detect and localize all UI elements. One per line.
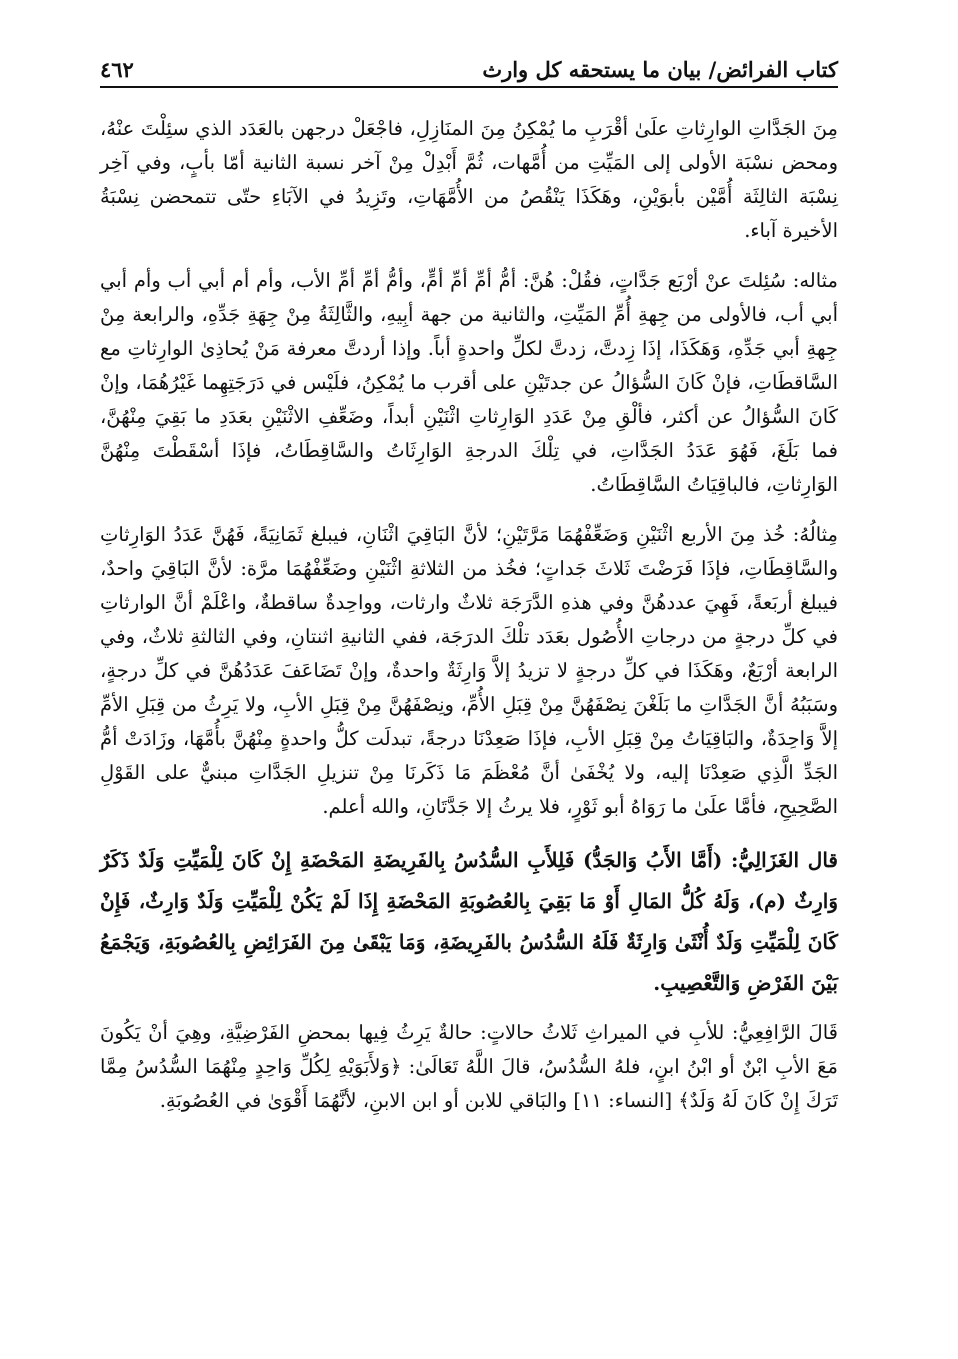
running-title: كتاب الفرائض/ بيان ما يستحقه كل وارث	[482, 57, 838, 82]
paragraph-rafii-commentary: قَالَ الرَّافِعِيُّ: للأبِ في الميراثِ ثَلاثُ حالاتٍ: حالةٌ يَرِثُ فِيها بمحضِ الفَرْضِيَّةِ، وهِيَ أنْ يَكُونَ مَعَ الأبِ ابْنٌ أو ابْنُ ابنٍ، فلهُ السُّدُسُ، قالَ اللَّهُ تَعَالَىٰ: ﴿وَلأَبَوَيْهِ لِكُلِّ وَاحِدٍ مِنْهُمَا السُّدُسُ مِمَّا تَرَكَ إِنْ كَانَ لَهُ وَلَدٌ﴾ [النساء: ١١] والبَاقي للابن أو ابن الابنِ، لأنَّهُمَا أَقْوَىٰ في العُصُوبَةِ.	[100, 1021, 838, 1112]
paragraph-grandmothers-degrees: مِنَ الجَدَّاتِ الوارِثاتِ علَىٰ أقْرَبِ ما يُمْكِنُ مِنَ المنَازِلِ، فاجْعَلْ درجهن بالعَدَد الذي سئِلْتَ عنْهُ، ومحض نسْبَة الأولى إلى المَيِّتِ من أُمَّهات، ثُمَّ أَبْدِلْ مِنْ آخر نسبة الثانية أمّا بأبٍ، وفي آخِر نِسْبَة الثالِثَة أُمَّيْن بأبوَيْنِ، وهَكَذَا يَنْقُصُ من الأُمَّهَاتِ، وتَزِيدُ في الآبَاءِ حتّى تتمحضن نِسْبَةُ الأخيرة آباء.	[100, 117, 838, 242]
book-page	[100, 48, 838, 1338]
page-number: ٤٦٢	[100, 57, 134, 82]
page-header	[100, 48, 838, 88]
paragraph-second-example: مِثالُهُ: خُذ مِنَ الأربع اثْنَيْنِ وَضَعِّفْهُمَا مَرَّتَيْنِ؛ لأنَّ البَاقِيَ اثْنَانِ، فيبلغ ثَمَانِيَةً، فَهُنَّ عَدَدُ الوَارِثاتِ والسَّاقِطَاتِ، فإذَا فَرَضْتَ ثَلاثَ جَداتٍ؛ فخُذ من الثلاثةِ اثْنَيْنِ وضَعِّفْهُمَا مرَّة: لأنَّ البَاقِيَ واحدٌ، فيبلغ أربَعةً، فَهِيَ عددهُنَّ وفي هذهِ الدَّرَجَة ثلاثٌ وارثات، وواحِدةٌ ساقطةٌ، واعْلَمْ أنَّ الوارثاتِ في كلِّ درجةٍ من درجاتِ الأُصُول بعَدَد تلْكَ الدرَجَة، ففي الثانيةِ اثنتانِ، وفي الثالثةِ ثلاثٌ، وفي الرابعة أرْبَعٌ، وهَكَذَا في كلِّ درجةٍ لا تزيدُ إلاَّ وَارِثَةٌ واحدةٌ، وإنْ تَضَاعَفَ عَدَدُهُنَّ في كلِّ درجةٍ، وسَبَبُهُ أنَّ الجَدَّاتِ ما بَلَغْنَ نِصْفَهُنَّ مِنْ قِبَلِ الأُمِّ، ونِصْفَهُنَّ مِنْ قِبَلِ الأبِ، ولا يَرِثُ من قِبَلِ الأمِّ إلاَّ وَاحِدَةٌ، والبَاقِيَاتُ مِنْ قِبَلِ الأبِ، فإذَا صَعِدْنَا درجةً، تبدلَت كلُّ واحدةٍ مِنْهُنَّ بأُمَّهَا، وزَادَتْ أمُّ الجَدِّ الَّذِي صَعِدْنَا إليه، ولا يُخْفَىٰ أنَّ مُعْظَمَ مَا ذَكَرنَا مِنْ تنزيلِ الجَدَّاتِ مبنيٌّ على القَوْلِ الصَّحِيحِ، فأمَّا علَىٰ ما رَوَاهُ أبو ثَوْرٍ، فلا يرثُ إلا جَدَّتَانِ، والله أعلم.	[100, 523, 838, 818]
paragraph-example-four-grandmothers: مثاله: سُئِلتَ عنْ أرْبَع جَدَّاتٍ، فقُلْ: هُنَّ: أمُّ أمِّ أمِّ أمٍّ، وأمُّ أمِّ أمِّ الأب، وأم أم أبي أب وأم أبي أبي أب، فالأولى من جِهةِ أُمِّ المَيِّتِ، والثانية من جهة أبِيهِ، والثَّالِثَةُ مِنْ جِهَةِ جَدِّهِ، والرابعة مِنْ جِهةِ أبي جَدِّهِ، وَهَكَذَا، إذَا زِدتَّ، زدتَّ لكلِّ واحدةٍ أباً. وإذا أردتَّ معرفة مَنْ يُحاذِىٰ الوارِثاتِ مع السَّاقطَاتِ، فإنْ كَانَ السُّؤالُ عن جدتَيْنِ على أقرب ما يُمْكِنُ، فلَيْس في دَرَجَتِهِما غَيْرُهُمَا، وإنْ كَانَ السُّؤالُ عن أكثر، فألْقِ مِنْ عَدَدِ الوَارِثاتِ اثْنَيْنِ أبداً، وضَعِّفِ الاثْنَيْنِ بعَدَدِ ما بَقِيَ مِنْهُنَّ، فما بَلَغَ، فَهُوَ عَدَدُ الجَدَّاتِ، في تِلْكَ الدرجةِ الوَارِثَاتُ والسَّاقِطَاتُ، فإذَا أسْقَطْتَ مِنْهُنَّ الوَارِثاتِ، فالباقِيَاتُ السَّاقِطَاتُ.	[100, 269, 838, 496]
paragraph-ghazali-text: قال الغَزَالِيُّ: (أَمَّا الأَبُ وَالجَدُّ) فَلِلأَبِ السُّدُسُ بِالفَرِيضَةِ المَحْضَةِ إِنْ كَانَ لِلْمَيِّتِ وَلَدٌ ذَكَرٌ وَارِثٌ (م)، وَلَهُ كُلُّ المَالِ أَوْ مَا بَقِيَ بِالعُصُوبَةِ المَحْضَةِ إِذَا لَمْ يَكُنْ لِلْمَيِّتِ وَلَدٌ وَارِثٌ، فَإِنْ كَانَ لِلْمَيِّتِ وَلَدٌ أُنْثَىٰ وَارِثَةٌ فَلَهُ السُّدُسُ بالفَرِيضَةِ، وَمَا يَبْقَىٰ مِنَ الفَرَائِضِ بِالعُصُوبَةِ، وَيَجْمَعُ بَيْنَ الفَرْضِ وَالتَّعْصِيبِ.	[100, 848, 838, 995]
